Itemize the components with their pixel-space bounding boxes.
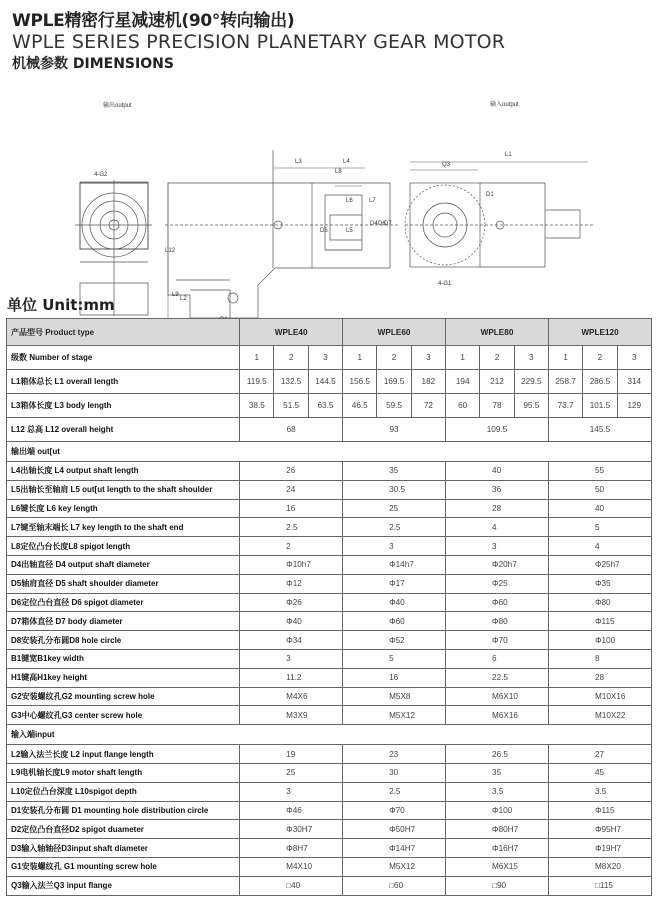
value-cell: Φ8H7 [240, 839, 343, 858]
value-cell: Φ40 [343, 593, 446, 612]
table-row [7, 346, 652, 370]
value-cell: M6X10 [446, 687, 549, 706]
row-label: H1键高H1key height [7, 668, 240, 687]
value-cell: 4 [446, 518, 549, 537]
value-cell: 72 [411, 394, 445, 418]
row-label: D7箱体直径 D7 body diameter [7, 612, 240, 631]
svg-text:L8: L8 [335, 169, 342, 175]
table-row [7, 394, 652, 418]
value-cell: 68 [240, 418, 343, 442]
value-cell: 19 [240, 745, 343, 764]
value-cell: Φ34 [240, 631, 343, 650]
svg-text:D6: D6 [378, 221, 386, 227]
value-cell: 26 [240, 462, 343, 481]
svg-text:D5: D5 [320, 228, 328, 234]
value-cell: 3.5 [548, 782, 651, 801]
svg-text:L7: L7 [369, 198, 376, 204]
table-row [7, 706, 652, 725]
value-cell: □60 [343, 876, 446, 895]
row-label: L9电机轴长度L9 motor shaft length [7, 763, 240, 782]
table-row [7, 612, 652, 631]
row-label: L12 总高 L12 overall height [7, 418, 240, 442]
row-label: L8定位凸台长度L8 spigot length [7, 537, 240, 556]
table-row [7, 555, 652, 574]
value-cell: Φ25h7 [548, 555, 651, 574]
table-row [7, 820, 652, 839]
row-label: D4出轴直径 D4 output shaft diameter [7, 555, 240, 574]
value-cell: Φ35 [548, 574, 651, 593]
table-row [7, 668, 652, 687]
stage-cell: 3 [308, 346, 342, 370]
value-cell: 16 [343, 668, 446, 687]
value-cell: Φ60 [343, 612, 446, 631]
svg-text:D1: D1 [486, 192, 494, 198]
value-cell: 6 [446, 649, 549, 668]
row-label: L5出轴长至轴肩 L5 out[ut length to the shaft shoulder [7, 480, 240, 499]
value-cell: 59.5 [377, 394, 411, 418]
row-label: G1安装螺纹孔 G1 mounting screw hole [7, 857, 240, 876]
value-cell: 24 [240, 480, 343, 499]
table-row [7, 480, 652, 499]
value-cell: 93 [343, 418, 446, 442]
svg-text:D4: D4 [370, 221, 378, 227]
stage-cell: 1 [548, 346, 582, 370]
row-label: L3箱体长度 L3 body length [7, 394, 240, 418]
value-cell: 38.5 [240, 394, 274, 418]
model-header: WPLE60 [343, 319, 446, 346]
value-cell: 78 [480, 394, 514, 418]
table-row [7, 518, 652, 537]
value-cell: 40 [446, 462, 549, 481]
value-cell: 5 [343, 649, 446, 668]
value-cell: 40 [548, 499, 651, 518]
svg-text:L3: L3 [295, 159, 302, 165]
value-cell: 36 [446, 480, 549, 499]
value-cell: 156.5 [343, 370, 377, 394]
value-cell: 229.5 [514, 370, 548, 394]
value-cell: Φ115 [548, 612, 651, 631]
table-row [7, 418, 652, 442]
table-row [7, 876, 652, 895]
value-cell: 28 [446, 499, 549, 518]
value-cell: Φ52 [343, 631, 446, 650]
value-cell: 4 [548, 537, 651, 556]
value-cell: 169.5 [377, 370, 411, 394]
row-label: D6定位凸台直径 D6 spigot diameter [7, 593, 240, 612]
value-cell: Φ25 [446, 574, 549, 593]
table-row [7, 745, 652, 764]
title-english: WPLE SERIES PRECISION PLANETARY GEAR MOTOR [12, 31, 506, 53]
section-title-dimensions: 机械参数 DIMENSIONS [12, 56, 174, 72]
value-cell: M10X22 [548, 706, 651, 725]
value-cell: 16 [240, 499, 343, 518]
value-cell: 63.5 [308, 394, 342, 418]
value-cell: 50 [548, 480, 651, 499]
value-cell: 11.2 [240, 668, 343, 687]
table-row [7, 631, 652, 650]
value-cell: □90 [446, 876, 549, 895]
value-cell: Φ20h7 [446, 555, 549, 574]
table-row [7, 649, 652, 668]
table-row [7, 839, 652, 858]
table-row [7, 801, 652, 820]
value-cell: 212 [480, 370, 514, 394]
dimension-drawing [0, 95, 659, 302]
value-cell: 51.5 [274, 394, 308, 418]
input-view-label: 输入output [490, 102, 519, 108]
value-cell: 3 [343, 537, 446, 556]
value-cell: 109.5 [446, 418, 549, 442]
row-label: D8安装孔分布圆D8 hole circle [7, 631, 240, 650]
value-cell: Φ100 [446, 801, 549, 820]
table-row [7, 462, 652, 481]
value-cell: 26.5 [446, 745, 549, 764]
svg-text:L4: L4 [343, 159, 350, 165]
stage-cell: 1 [240, 346, 274, 370]
row-label: D3输入轴轴径D3input shaft diameter [7, 839, 240, 858]
value-cell: Φ95H7 [548, 820, 651, 839]
stage-cell: 2 [274, 346, 308, 370]
stage-cell: 3 [411, 346, 445, 370]
value-cell: M3X9 [240, 706, 343, 725]
value-cell: Φ14H7 [343, 839, 446, 858]
value-cell: M4X6 [240, 687, 343, 706]
svg-text:4-G2: 4-G2 [94, 172, 108, 178]
value-cell: 55 [548, 462, 651, 481]
value-cell: Φ26 [240, 593, 343, 612]
value-cell: 145.5 [548, 418, 651, 442]
table-row [7, 537, 652, 556]
table-row [7, 593, 652, 612]
value-cell: 3.5 [446, 782, 549, 801]
svg-text:L12: L12 [165, 248, 176, 254]
table-row [7, 370, 652, 394]
value-cell: 5 [548, 518, 651, 537]
row-label: D1安装孔分布圆 D1 mounting hole distribution circle [7, 801, 240, 820]
value-cell: 45 [548, 763, 651, 782]
value-cell: Φ14h7 [343, 555, 446, 574]
value-cell: M6X16 [446, 706, 549, 725]
unit-label: 单位 Unit:mm [7, 296, 115, 314]
value-cell: Φ30H7 [240, 820, 343, 839]
svg-text:L5: L5 [346, 228, 353, 234]
row-label: G3中心螺纹孔G3 center screw hole [7, 706, 240, 725]
row-label: L2输入法兰长度 L2 input flange length [7, 745, 240, 764]
value-cell: 144.5 [308, 370, 342, 394]
section-header-row [7, 442, 652, 462]
value-cell: 3 [446, 537, 549, 556]
value-cell: 129 [617, 394, 651, 418]
value-cell: M6X15 [446, 857, 549, 876]
table-header-row [7, 319, 652, 346]
value-cell: 2.5 [343, 518, 446, 537]
value-cell: M5X12 [343, 706, 446, 725]
value-cell: 182 [411, 370, 445, 394]
row-label: L7键至轴末端长 L7 key length to the shaft end [7, 518, 240, 537]
value-cell: □115 [548, 876, 651, 895]
table-row [7, 574, 652, 593]
value-cell: Φ115 [548, 801, 651, 820]
value-cell: 25 [343, 499, 446, 518]
svg-text:4-G1: 4-G1 [438, 281, 452, 287]
value-cell: □40 [240, 876, 343, 895]
table-row [7, 857, 652, 876]
model-header: WPLE80 [446, 319, 549, 346]
value-cell: Φ70 [446, 631, 549, 650]
value-cell: Φ40 [240, 612, 343, 631]
value-cell: M8X20 [548, 857, 651, 876]
value-cell: 2 [240, 537, 343, 556]
row-label: L6键长度 L6 key length [7, 499, 240, 518]
value-cell: 28 [548, 668, 651, 687]
value-cell: 22.5 [446, 668, 549, 687]
title-chinese: WPLE精密行星减速机(90°转向输出) [12, 11, 295, 31]
value-cell: 2.5 [343, 782, 446, 801]
value-cell: Φ10h7 [240, 555, 343, 574]
table-row [7, 782, 652, 801]
stage-cell: 1 [343, 346, 377, 370]
value-cell: Φ80 [548, 593, 651, 612]
svg-text:D7: D7 [384, 221, 392, 227]
value-cell: 46.5 [343, 394, 377, 418]
value-cell: Φ100 [548, 631, 651, 650]
value-cell: 101.5 [583, 394, 617, 418]
svg-text:L2: L2 [180, 296, 187, 302]
value-cell: Φ12 [240, 574, 343, 593]
value-cell: M5X12 [343, 857, 446, 876]
value-cell: 95.5 [514, 394, 548, 418]
row-label: G2安装螺纹孔G2 mounting screw hole [7, 687, 240, 706]
value-cell: 258.7 [548, 370, 582, 394]
svg-text:L9: L9 [172, 292, 179, 298]
output-view-label: 输出output [103, 103, 132, 109]
table-row [7, 499, 652, 518]
value-cell: 73.7 [548, 394, 582, 418]
value-cell: Φ60 [446, 593, 549, 612]
stage-cell: 2 [583, 346, 617, 370]
value-cell: 30 [343, 763, 446, 782]
stage-cell: 3 [617, 346, 651, 370]
value-cell: Φ17 [343, 574, 446, 593]
section-title: 输入端input [7, 725, 652, 745]
value-cell: M5X8 [343, 687, 446, 706]
value-cell: 194 [446, 370, 480, 394]
value-cell: 314 [617, 370, 651, 394]
table-row [7, 687, 652, 706]
model-header: WPLE40 [240, 319, 343, 346]
row-label: L10定位凸台深度 L10spigot depth [7, 782, 240, 801]
value-cell: 27 [548, 745, 651, 764]
stage-cell: 2 [480, 346, 514, 370]
value-cell: Φ46 [240, 801, 343, 820]
value-cell: 3 [240, 649, 343, 668]
value-cell: 60 [446, 394, 480, 418]
row-label: D2定位凸台直径D2 spigot duameter [7, 820, 240, 839]
row-label: L4出轴长度 L4 output shaft length [7, 462, 240, 481]
section-title: 输出端 out[ut [7, 442, 652, 462]
row-label: 级数 Number of stage [7, 346, 240, 370]
value-cell: 35 [343, 462, 446, 481]
value-cell: Φ50H7 [343, 820, 446, 839]
svg-text:L1: L1 [505, 152, 512, 158]
value-cell: M10X16 [548, 687, 651, 706]
row-label: D5轴肩直径 D5 shaft shoulder diameter [7, 574, 240, 593]
value-cell: Φ16H7 [446, 839, 549, 858]
header-label: 产品型号 Product type [7, 319, 240, 346]
model-header: WPLE120 [548, 319, 651, 346]
value-cell: 119.5 [240, 370, 274, 394]
dimensions-table [6, 318, 652, 896]
value-cell: Φ19H7 [548, 839, 651, 858]
svg-text:L6: L6 [346, 198, 353, 204]
value-cell: 286.5 [583, 370, 617, 394]
row-label: L1箱体总长 L1 overall length [7, 370, 240, 394]
svg-text:Q3: Q3 [442, 162, 451, 168]
value-cell: 30.5 [343, 480, 446, 499]
stage-cell: 1 [446, 346, 480, 370]
value-cell: 132.5 [274, 370, 308, 394]
value-cell: Φ80 [446, 612, 549, 631]
table-row [7, 763, 652, 782]
value-cell: 2.5 [240, 518, 343, 537]
value-cell: M4X10 [240, 857, 343, 876]
stage-cell: 3 [514, 346, 548, 370]
value-cell: 8 [548, 649, 651, 668]
stage-cell: 2 [377, 346, 411, 370]
value-cell: Φ70 [343, 801, 446, 820]
row-label: B1键宽B1key width [7, 649, 240, 668]
value-cell: Φ80H7 [446, 820, 549, 839]
value-cell: 23 [343, 745, 446, 764]
value-cell: 25 [240, 763, 343, 782]
row-label: Q3输入法兰Q3 input flange [7, 876, 240, 895]
value-cell: 35 [446, 763, 549, 782]
section-header-row [7, 725, 652, 745]
value-cell: 3 [240, 782, 343, 801]
